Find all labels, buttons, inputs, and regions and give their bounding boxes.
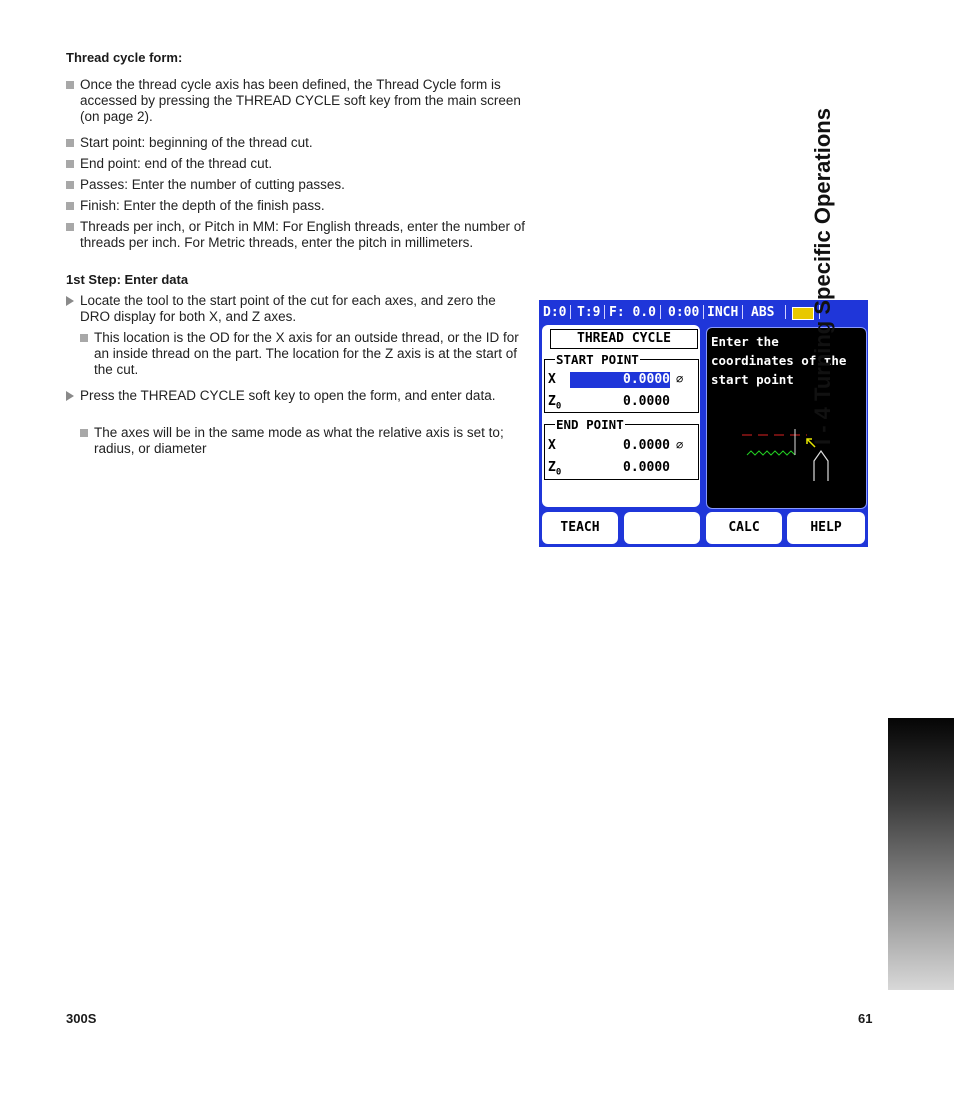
status-feed: F: 0.0 — [609, 305, 656, 320]
teach-softkey[interactable]: TEACH — [542, 512, 618, 544]
step-text: Press the THREAD CYCLE soft key to open the form, and enter data. — [80, 388, 496, 403]
start-point-group — [544, 352, 699, 413]
axis-label-x: X — [548, 438, 556, 453]
list-item — [66, 77, 526, 125]
blank-softkey[interactable] — [624, 512, 700, 544]
end-point-group — [544, 417, 699, 480]
list-item — [66, 177, 526, 193]
form-title: THREAD CYCLE — [550, 329, 698, 349]
list-item — [66, 156, 526, 172]
status-divider — [660, 305, 661, 319]
help-softkey[interactable]: HELP — [787, 512, 865, 544]
list-item-text: Threads per inch, or Pitch in MM: For English threads, enter the number of threads per inch. For Metric threads, enter the pitch in millimeters. — [80, 219, 525, 250]
start-point-label: START POINT — [556, 352, 639, 367]
list-item — [66, 219, 526, 251]
status-tool: T:9 — [577, 305, 601, 320]
bullet-square-icon — [66, 81, 74, 89]
status-divider — [703, 305, 704, 319]
help-text: Enter the coordinates of the start point — [711, 334, 847, 387]
status-datum: D:0 — [543, 305, 567, 320]
tool-outline — [814, 451, 828, 481]
bullet-square-icon — [66, 202, 74, 210]
chapter-tab-title: I - 4 Turning Specific Operations — [810, 108, 835, 445]
end-point-label: END POINT — [556, 417, 624, 432]
end-x-field[interactable]: 0.0000 — [623, 438, 670, 453]
list-item-text: Once the thread cycle axis has been defined, the Thread Cycle form is accessed by pressing the THREAD CYCLE soft key from the main screen (on page 2). — [80, 77, 521, 124]
list-item-text: Finish: Enter the depth of the finish pass. — [80, 198, 325, 213]
status-mode: ABS — [751, 305, 775, 320]
end-z-field[interactable]: 0.0000 — [623, 460, 670, 475]
status-units: INCH — [707, 305, 739, 320]
step-text: Locate the tool to the start point of the cut for each axes, and zero the DRO display for both X, and Z axes. — [80, 293, 496, 324]
bullet-square-icon — [66, 223, 74, 231]
note-text: This location is the OD for the X axis for an outside thread, or the ID for an inside thread on the part. The location for the Z axis is at the start of the cut. — [94, 330, 519, 377]
note-item — [80, 330, 526, 378]
chapter-tab-gradient — [888, 718, 954, 990]
list-item — [66, 198, 526, 214]
list-item-text: Start point: beginning of the thread cut. — [80, 135, 313, 150]
list-item-text: End point: end of the thread cut. — [80, 156, 273, 171]
arrow-right-icon — [66, 296, 74, 306]
step-item — [66, 388, 526, 404]
diameter-icon: ⌀ — [676, 438, 684, 452]
diameter-icon: ⌀ — [676, 372, 684, 386]
bullet-square-icon — [80, 429, 88, 437]
calc-softkey[interactable]: CALC — [706, 512, 782, 544]
start-z-field[interactable]: 0.0000 — [623, 394, 670, 409]
bullet-square-icon — [66, 160, 74, 168]
bullet-square-icon — [66, 139, 74, 147]
start-x-field[interactable]: 0.0000 — [570, 372, 670, 388]
thread-cycle-form — [542, 325, 700, 507]
axis-label-x: X — [548, 372, 556, 387]
note-item — [80, 425, 526, 457]
footer-product: 300S — [66, 1011, 97, 1026]
status-divider — [570, 305, 571, 319]
status-divider — [742, 305, 743, 319]
note-text: The axes will be in the same mode as what the relative axis is set to; radius, or diameter — [94, 425, 504, 456]
bullet-square-icon — [80, 334, 88, 342]
help-panel — [706, 327, 867, 509]
section-heading-step-1: 1st Step: Enter data — [66, 272, 189, 287]
status-timer: 0:00 — [668, 305, 700, 320]
step-item — [66, 293, 526, 325]
bullet-square-icon — [66, 181, 74, 189]
list-item — [66, 135, 526, 151]
axis-label-z0: $Z_0$ — [548, 460, 562, 478]
footer-page-number: 61 — [858, 1011, 873, 1026]
list-item-text: Passes: Enter the number of cutting passes. — [80, 177, 345, 192]
section-heading-thread-cycle-form: Thread cycle form: — [66, 50, 183, 65]
status-divider — [785, 305, 786, 319]
thread-profile — [747, 451, 795, 455]
arrow-right-icon — [66, 391, 74, 401]
status-divider — [604, 305, 605, 319]
axis-label-z0: $Z_0$ — [548, 394, 562, 412]
